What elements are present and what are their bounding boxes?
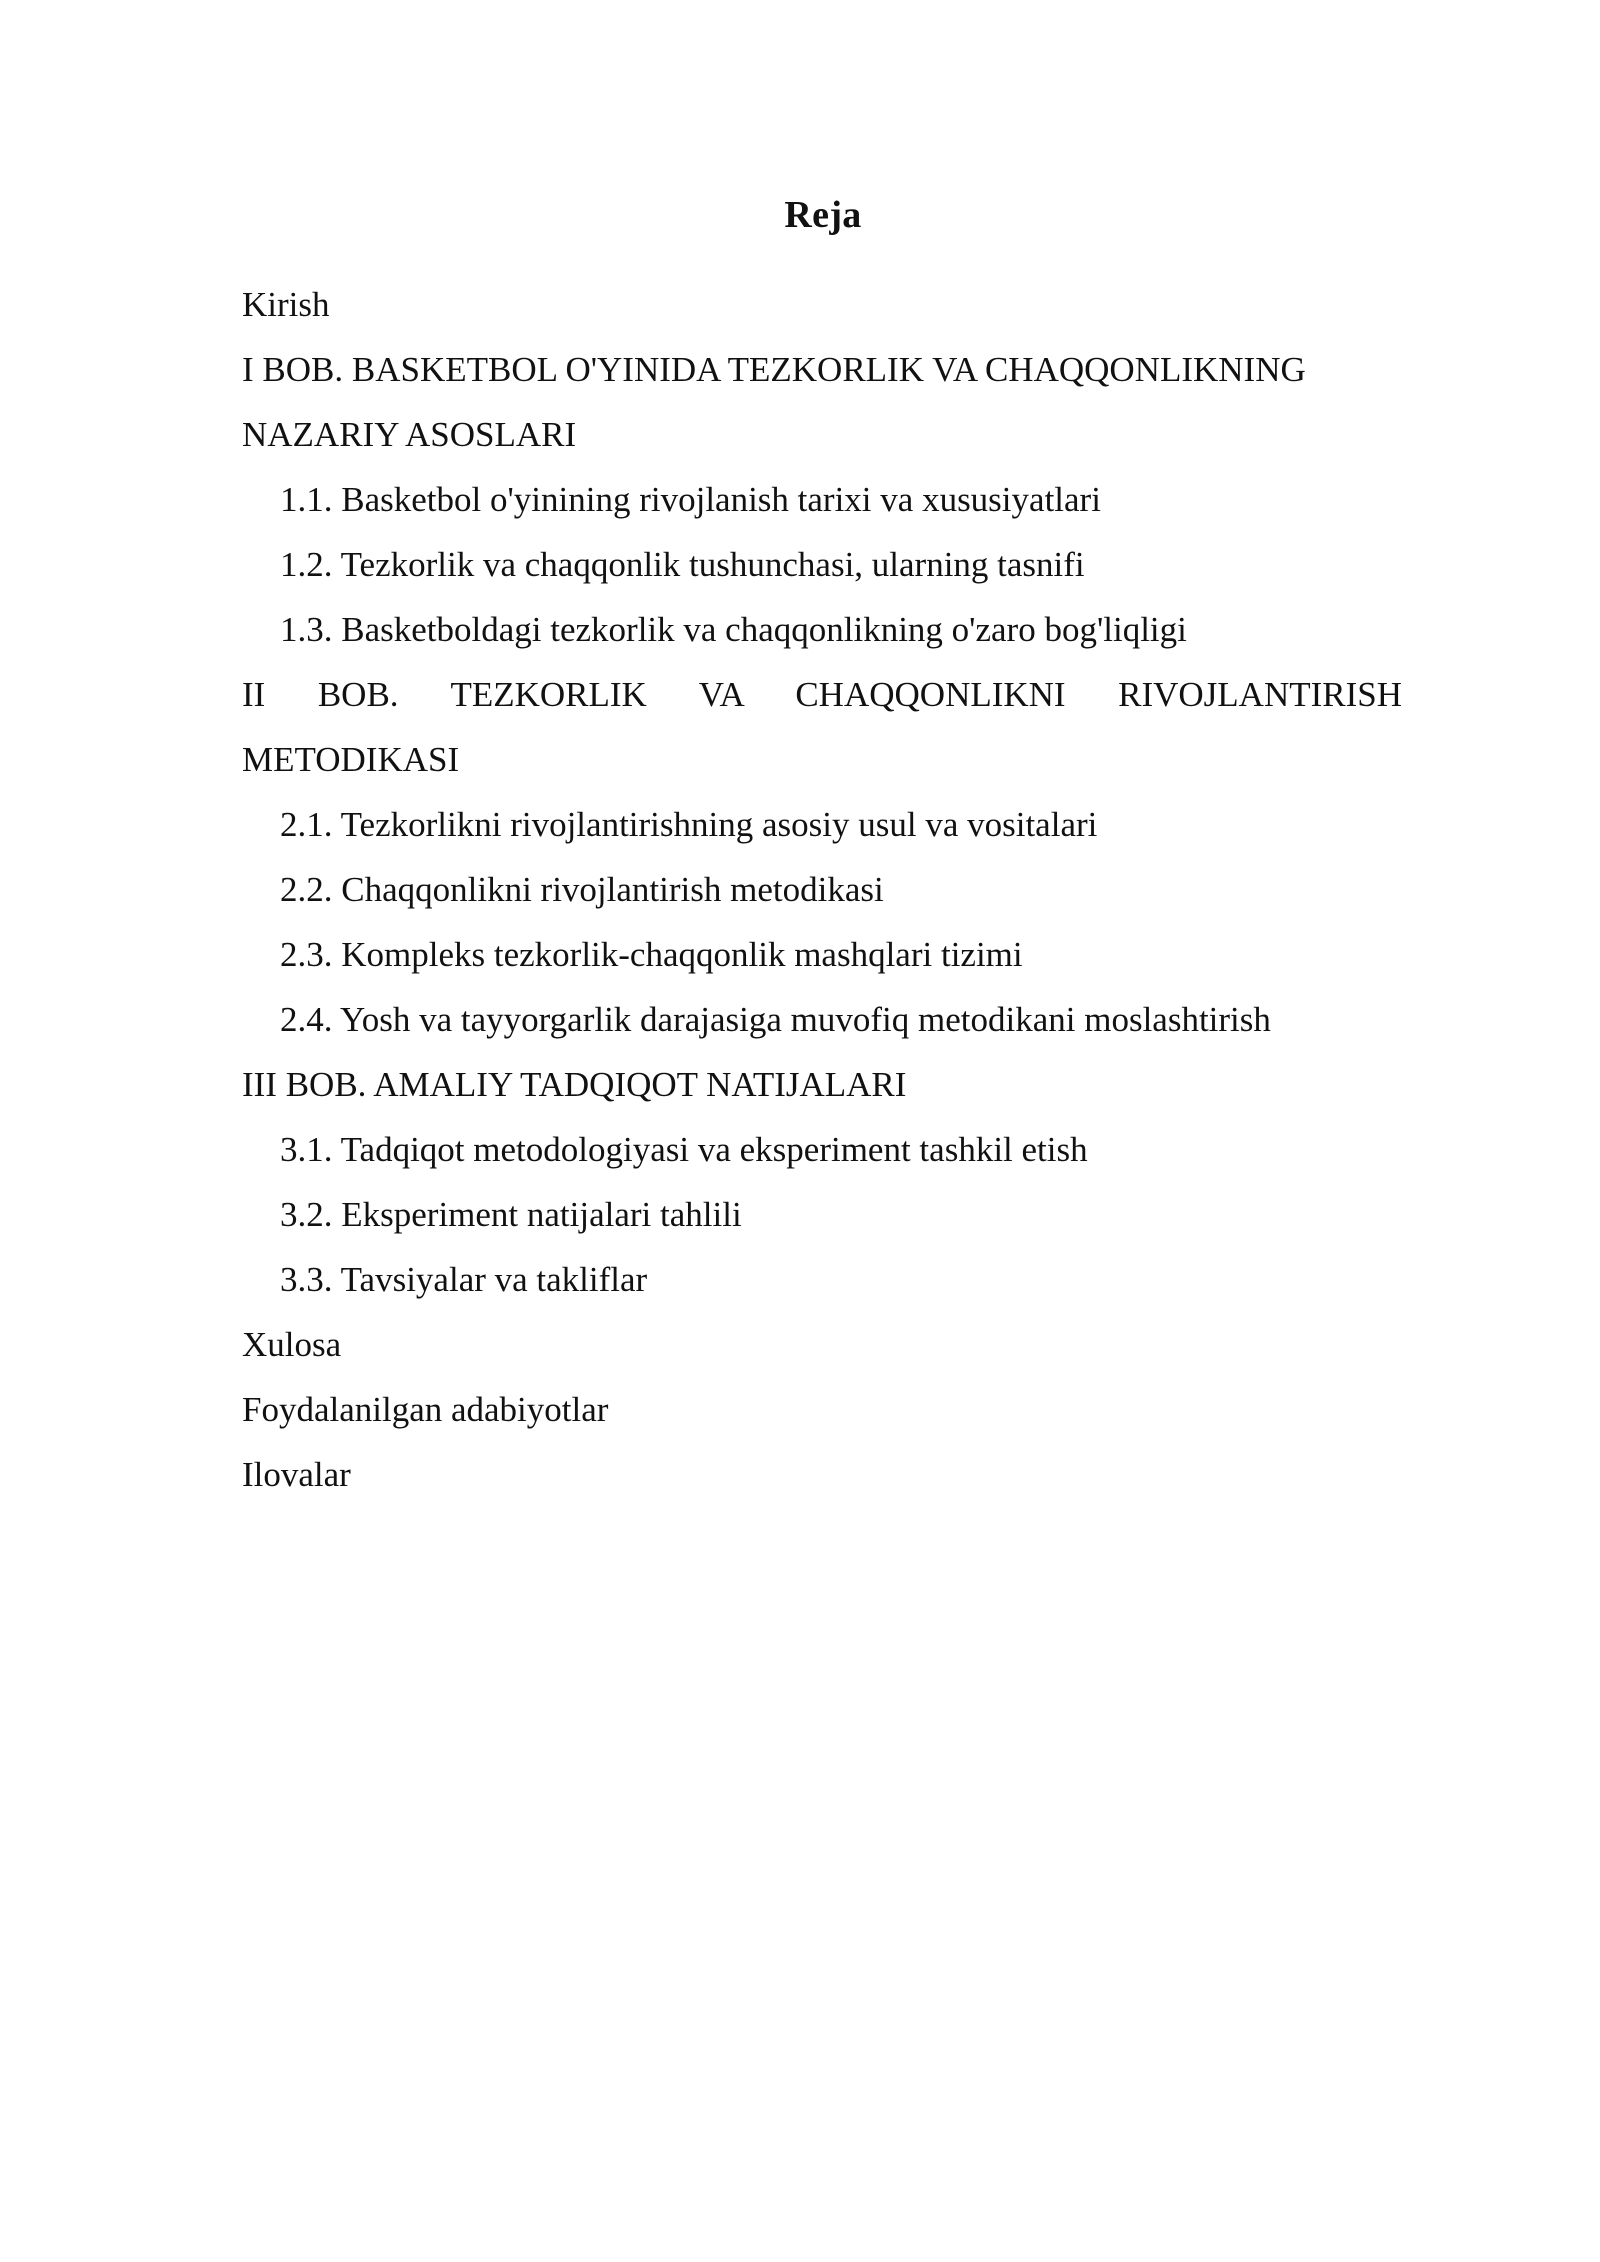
toc-chapter-1-title-line-2: NAZARIY ASOSLARI [242,415,577,454]
toc-section-3-1: 3.1. Tadqiqot metodologiyasi va eksperiment tashkil etish [280,1130,1088,1169]
toc-section-1-1: 1.1. Basketbol o'yinining rivojlanish tarixi va xususiyatlari [280,480,1101,519]
toc-section-3-2: 3.2. Eksperiment natijalari tahlili [280,1195,742,1234]
toc-intro: Kirish [242,285,330,324]
table-of-contents [242,272,1402,1507]
toc-section-1-2: 1.2. Tezkorlik va chaqqonlik tushunchasi, ularning tasnifi [280,545,1085,584]
toc-conclusion: Xulosa [242,1325,342,1364]
toc-references: Foydalanilgan adabiyotlar [242,1390,609,1429]
toc-chapter-2-title-line-2: METODIKASI [242,740,460,779]
toc-chapter-1-title-line-1: I BOB. BASKETBOL O'YINIDA TEZKORLIK VA CHAQQONLIKNING [242,350,1306,389]
toc-section-1-3: 1.3. Basketboldagi tezkorlik va chaqqonlikning o'zaro bog'liqligi [280,610,1187,649]
toc-section-2-1: 2.1. Tezkorlikni rivojlantirishning asosiy usul va vositalari [280,805,1098,844]
toc-section-2-2: 2.2. Chaqqonlikni rivojlantirish metodikasi [280,870,884,909]
page-title: Reja [784,194,862,236]
toc-chapter-3-title: III BOB. AMALIY TADQIQOT NATIJALARI [242,1065,907,1104]
toc-appendices: Ilovalar [242,1455,351,1494]
toc-section-2-3: 2.3. Kompleks tezkorlik-chaqqonlik mashqlari tizimi [280,935,1023,974]
toc-chapter-2-title-line-1: II BOB. TEZKORLIK VA CHAQQONLIKNI RIVOJLANTIRISH [242,675,1402,714]
toc-section-2-4: 2.4. Yosh va tayyorgarlik darajasiga muvofiq metodikani moslashtirish [280,1000,1271,1039]
toc-section-3-3: 3.3. Tavsiyalar va takliflar [280,1260,648,1299]
